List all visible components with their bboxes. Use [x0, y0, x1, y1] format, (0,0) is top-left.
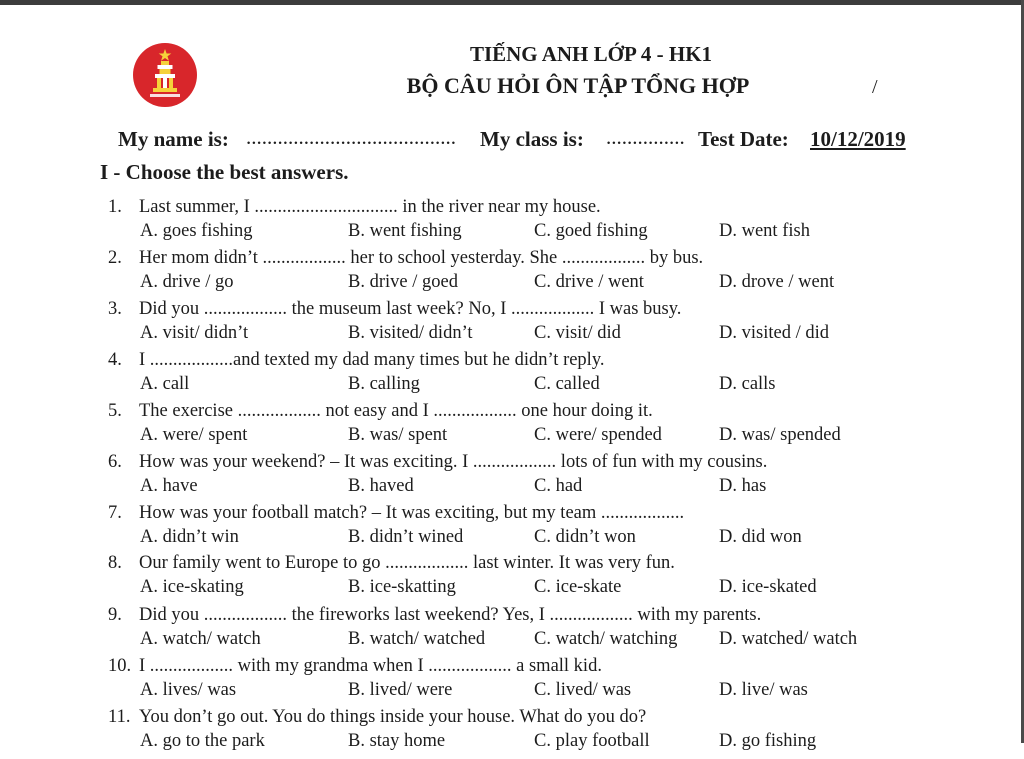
test-date-label: Test Date: [698, 127, 789, 151]
answer-option-c: C. visit/ did [534, 323, 621, 343]
answer-option-a: A. visit/ didn’t [140, 323, 249, 343]
answer-option-b: B. haved [348, 476, 414, 496]
question-text: 9. Did you .................. the fireworks last weekend? Yes, I .................. with my parents. [108, 605, 762, 625]
test-date-value: 10/12/2019 [810, 127, 906, 151]
answer-option-b: B. didn’t wined [348, 527, 464, 547]
answer-option-c: C. drive / went [534, 272, 644, 292]
answer-option-b: B. ice-skatting [348, 577, 456, 597]
question-text: 6. How was your weekend? – It was exciting. I .................. lots of fun with my cousins. [108, 452, 768, 472]
answer-option-b: B. lived/ were [348, 680, 453, 700]
question-item [0, 350, 1024, 402]
question-text: 7. How was your football match? – It was exciting, but my team .................. [108, 503, 685, 523]
answer-option-a: A. lives/ was [140, 680, 237, 700]
answer-option-c: C. called [534, 374, 600, 394]
question-text: 11. You don’t go out. You do things inside your house. What do you do? [108, 707, 647, 727]
answer-option-d: D. drove / went [719, 272, 835, 292]
answer-option-b: B. went fishing [348, 221, 462, 241]
answer-option-b: B. calling [348, 374, 420, 394]
answer-option-c: C. play football [534, 731, 650, 751]
answer-option-b: B. stay home [348, 731, 446, 751]
answer-option-a: A. were/ spent [140, 425, 248, 445]
name-blank: ........................................ [246, 125, 456, 149]
answer-option-d: D. was/ spended [719, 425, 841, 445]
question-item [0, 401, 1024, 453]
answer-option-a: A. call [140, 374, 190, 394]
answer-option-c: C. ice-skate [534, 577, 622, 597]
answer-option-d: D. go fishing [719, 731, 817, 751]
worksheet-subtitle: BỘ CÂU HỎI ÔN TẬP TỔNG HỢP [406, 73, 750, 98]
answer-option-d: D. ice-skated [719, 577, 817, 597]
question-item [0, 656, 1024, 708]
question-item [0, 503, 1024, 555]
question-item [0, 197, 1024, 249]
question-text: 4. I ..................and texted my dad many times but he didn’t reply. [108, 350, 605, 370]
answer-option-d: D. visited / did [719, 323, 829, 343]
answer-option-a: A. have [140, 476, 198, 496]
answer-option-b: B. drive / goed [348, 272, 458, 292]
question-item [0, 605, 1024, 657]
answer-option-c: C. lived/ was [534, 680, 632, 700]
answer-option-d: D. did won [719, 527, 802, 547]
answer-option-c: C. watch/ watching [534, 629, 678, 649]
answer-option-b: B. watch/ watched [348, 629, 486, 649]
question-text: 3. Did you .................. the museum last week? No, I .................. I was busy. [108, 299, 682, 319]
question-text: 2. Her mom didn’t .................. her to school yesterday. She .................. by bus. [108, 248, 704, 268]
question-text: 8. Our family went to Europe to go .................. last winter. It was very fun. [108, 553, 675, 573]
question-item [0, 299, 1024, 351]
answer-option-c: C. were/ spended [534, 425, 662, 445]
answer-option-a: A. ice-skating [140, 577, 244, 597]
answer-option-b: B. visited/ didn’t [348, 323, 473, 343]
answer-option-d: D. went fish [719, 221, 810, 241]
answer-option-a: A. watch/ watch [140, 629, 261, 649]
question-text: 10. I .................. with my grandma when I .................. a small kid. [108, 656, 602, 676]
answer-option-a: A. drive / go [140, 272, 234, 292]
section-title: I - Choose the best answers. [100, 160, 349, 184]
question-text: 5. The exercise .................. not easy and I .................. one hour doing it. [108, 401, 653, 421]
answer-option-a: A. didn’t win [140, 527, 239, 547]
answer-option-c: C. goed fishing [534, 221, 648, 241]
class-blank: ............... [606, 125, 685, 149]
header-slash-mark: / [872, 76, 878, 98]
question-text: 1. Last summer, I ............................... in the river near my house. [108, 197, 601, 217]
question-item [0, 553, 1024, 605]
question-item [0, 248, 1024, 300]
answer-option-c: C. had [534, 476, 583, 496]
answer-option-c: C. didn’t won [534, 527, 636, 547]
answer-option-d: D. live/ was [719, 680, 808, 700]
window-top-edge [0, 0, 1024, 5]
answer-option-d: D. has [719, 476, 767, 496]
answer-option-b: B. was/ spent [348, 425, 448, 445]
answer-option-d: D. calls [719, 374, 776, 394]
answer-option-a: A. go to the park [140, 731, 265, 751]
question-item [0, 707, 1024, 759]
class-label: My class is: [480, 127, 584, 151]
answer-option-a: A. goes fishing [140, 221, 253, 241]
question-item [0, 452, 1024, 504]
name-label: My name is: [118, 127, 229, 151]
worksheet-title: TIẾNG ANH LỚP 4 - HK1 [469, 42, 713, 66]
answer-option-d: D. watched/ watch [719, 629, 858, 649]
